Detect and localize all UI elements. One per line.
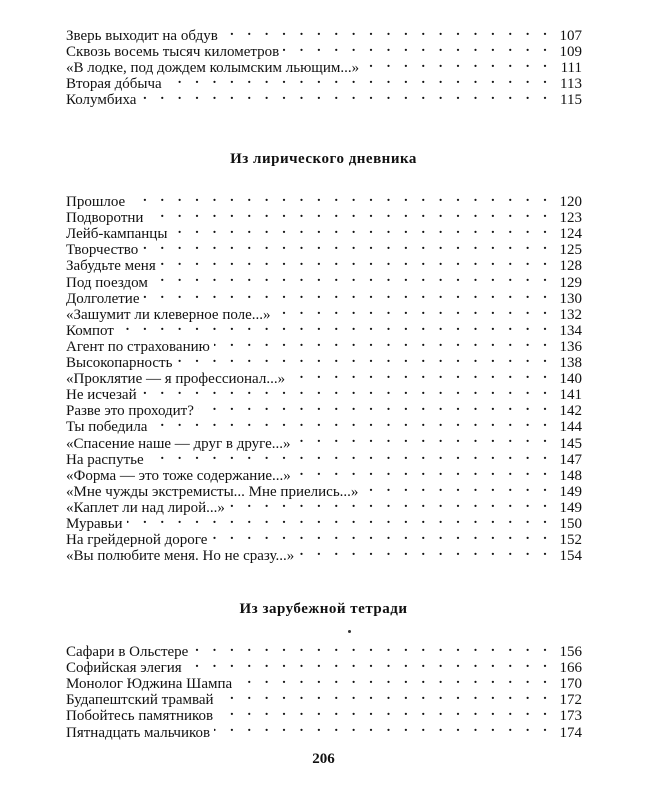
toc-list	[66, 190, 582, 565]
dot-leader	[363, 56, 552, 72]
toc-entry-title: На грейдерной дороге	[66, 532, 211, 548]
toc-list	[66, 24, 582, 109]
toc-entry	[66, 528, 582, 549]
toc-entry-page: 145	[559, 435, 582, 452]
toc-entry-title: «Проклятие — я профессионал...»	[66, 371, 289, 387]
dot-leader	[298, 544, 552, 560]
toc-entry-page: 152	[559, 532, 582, 549]
toc-entry-page: 156	[559, 644, 582, 661]
dot-leader	[171, 222, 552, 238]
toc-entry-page: 170	[559, 676, 582, 693]
toc-entry-title: Забудьте меня	[66, 258, 160, 274]
toc-entry-title: Не исчезай	[66, 387, 141, 403]
toc-entry-title: «Форма — это тоже содержание...»	[66, 468, 295, 484]
toc-entry-title: Зверь выходит на обдув	[66, 28, 222, 44]
toc-entry-title: Под поездом	[66, 275, 152, 291]
toc-entry-title: «Мне чужды экстремисты... Мне приелись...»	[66, 484, 362, 500]
toc-entry-page: 130	[559, 290, 582, 307]
toc-entry-title: На распутье	[66, 452, 148, 468]
dot-leader	[147, 206, 552, 222]
toc-entry-title: Подворотни	[66, 210, 147, 226]
dot-leader	[142, 238, 552, 254]
dot-leader	[152, 270, 552, 286]
toc-entry	[66, 206, 582, 227]
section-heading: Из зарубежной тетради	[239, 601, 408, 617]
toc-entry-title: Сквозь восемь тысяч километров	[66, 44, 283, 60]
toc-entry-page: 172	[559, 692, 582, 709]
toc-entry-page: 142	[559, 403, 582, 420]
toc-entry-title: Прошлое	[66, 194, 129, 210]
toc-section-lyrical-diary	[66, 190, 582, 565]
toc-entry	[66, 319, 582, 339]
toc-entry-title: Будапештский трамвай	[66, 692, 218, 708]
toc-entry	[66, 399, 582, 420]
dot-leader	[295, 431, 552, 447]
dot-leader	[198, 399, 552, 415]
toc-entry-title: Ты победила	[66, 419, 151, 435]
dot-leader	[118, 319, 552, 335]
toc-entry	[66, 190, 582, 211]
toc-entry-page: 120	[559, 194, 582, 211]
toc-entry-title: «Зашумит ли клеверное поле...»	[66, 307, 275, 323]
toc-entry-page: 111	[560, 60, 582, 77]
toc-entry-title: Разве это проходит?	[66, 403, 198, 419]
dot-leader	[151, 415, 552, 431]
toc-entry-title: Муравьи	[66, 516, 127, 532]
toc-entry	[66, 335, 582, 355]
toc-entry	[66, 512, 582, 532]
dot-leader	[217, 704, 552, 720]
toc-entry-page: 115	[560, 92, 582, 109]
dot-leader	[289, 367, 552, 383]
toc-entry-page: 129	[559, 274, 582, 291]
toc-entry-page: 107	[559, 28, 582, 45]
toc-entry-title: Сафари в Ольстере	[66, 644, 192, 660]
dot-leader	[214, 335, 552, 351]
dot-leader	[275, 303, 552, 319]
toc-entry-title: «В лодке, под дождем колымским льющим...»	[66, 60, 363, 76]
toc-entry-page: 125	[559, 242, 582, 259]
dot-leader	[141, 383, 552, 399]
dot-leader	[186, 656, 552, 672]
toc-entry-title: Агент по страхованию	[66, 339, 214, 355]
toc-entry	[66, 24, 582, 45]
toc-entry-title: Софийская элегия	[66, 660, 186, 676]
dot-leader	[160, 254, 552, 270]
toc-entry	[66, 238, 582, 259]
toc-entry-page: 144	[559, 419, 582, 436]
toc-entry-page: 166	[559, 660, 582, 677]
dot-leader	[127, 512, 552, 528]
dot-leader	[222, 24, 552, 40]
dot-leader	[166, 72, 552, 88]
dot-leader	[218, 688, 552, 704]
dot-leader	[176, 351, 552, 367]
toc-entry-page: 173	[559, 708, 582, 725]
toc-entry-page: 140	[559, 371, 582, 388]
toc-entry-page: 138	[559, 355, 582, 372]
toc-section-foreign-notebook	[66, 640, 582, 741]
dot-leader	[148, 448, 552, 464]
toc-entry-title: «Вы полюбите меня. Но не сразу...»	[66, 548, 298, 564]
toc-entry	[66, 640, 582, 661]
dot-leader	[140, 88, 552, 104]
toc-entry-page: 174	[559, 724, 582, 741]
toc-entry	[66, 383, 582, 404]
toc-entry-page: 124	[559, 226, 582, 243]
page-number: 206	[312, 751, 335, 767]
toc-entry-page: 141	[559, 387, 582, 404]
toc-entry-page: 134	[559, 322, 582, 339]
toc-entry-title: Пятнадцать мальчиков	[66, 725, 214, 741]
toc-entry-title: «Каплет ли над лирой...»	[66, 500, 229, 516]
toc-entry-title: Компот	[66, 323, 118, 339]
dot-leader	[214, 720, 552, 736]
toc-entry-page: 109	[559, 44, 582, 61]
toc-entry-title: Долголетие	[66, 291, 143, 307]
toc-entry-page: 150	[559, 515, 582, 532]
toc-entry-page: 154	[559, 548, 582, 565]
toc-entry-title: «Спасение наше — друг в друге...»	[66, 436, 295, 452]
toc-entry	[66, 287, 582, 307]
dot-leader	[362, 480, 552, 496]
dot-leader	[236, 672, 552, 688]
toc-entry-page: 123	[559, 210, 582, 227]
toc-entry-title: Высокопарность	[66, 355, 176, 371]
dot-leader	[211, 528, 552, 544]
toc-entry-title: Вторая дóбыча	[66, 76, 166, 92]
toc-entry-title: Побойтесь памятников	[66, 708, 217, 724]
toc-entry-title: Колумбиха	[66, 92, 140, 108]
dot-leader	[295, 464, 552, 480]
toc-entry-page: 149	[559, 483, 582, 500]
dot-leader	[192, 640, 552, 656]
toc-entry-title: Творчество	[66, 242, 142, 258]
dot-leader	[129, 190, 552, 206]
toc-entry-page: 128	[559, 258, 582, 275]
toc-section-continued	[66, 24, 582, 109]
toc-entry-page: 113	[560, 76, 582, 93]
toc-entry-title: Монолог Юджина Шампа	[66, 676, 236, 692]
dot-leader	[229, 496, 552, 512]
toc-entry	[66, 88, 582, 109]
dot-leader	[283, 40, 552, 56]
dot-leader	[143, 287, 552, 303]
toc-entry-page: 149	[559, 499, 582, 516]
toc-entry-page: 148	[559, 467, 582, 484]
toc-entry-page: 136	[559, 338, 582, 355]
toc-entry-page: 132	[559, 306, 582, 323]
toc-list	[66, 640, 582, 741]
toc-entry	[66, 254, 582, 275]
print-speck	[348, 630, 351, 633]
section-heading: Из лирического дневника	[230, 151, 417, 167]
toc-entry-title: Лейб-кампанцы	[66, 226, 171, 242]
toc-entry-page: 147	[559, 451, 582, 468]
